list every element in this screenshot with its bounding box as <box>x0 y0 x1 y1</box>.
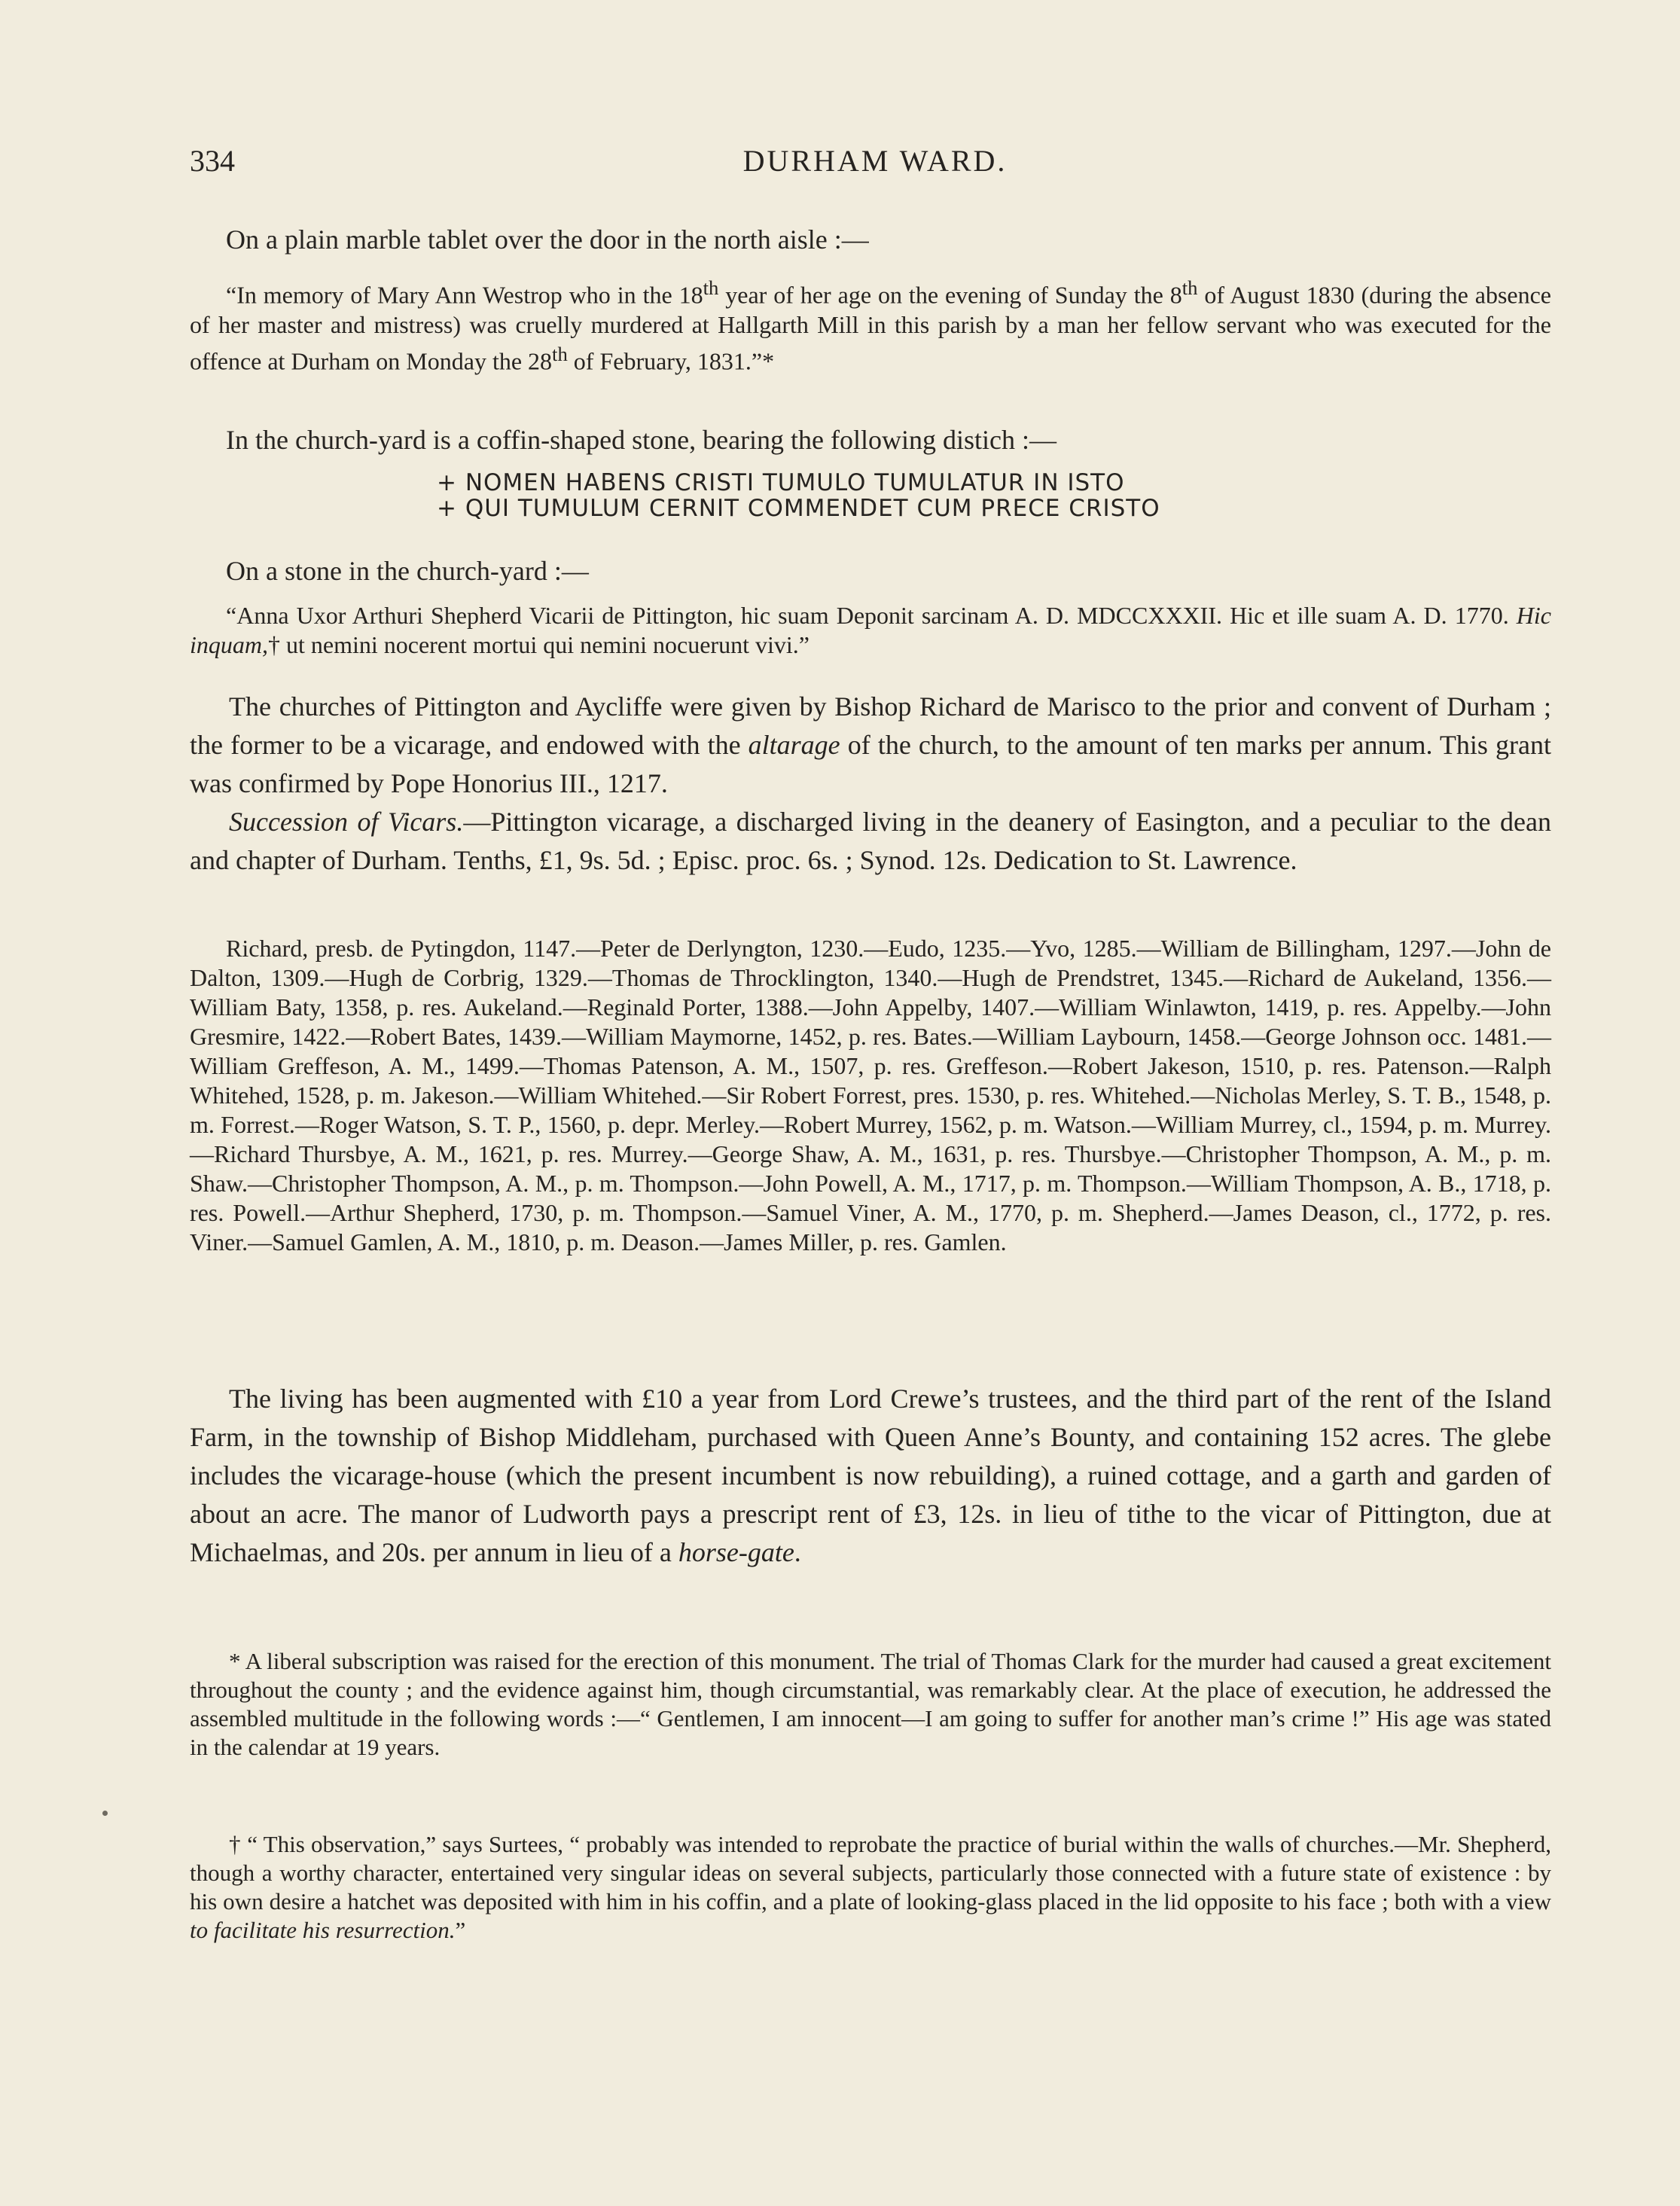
distich-line-2: + QUI TUMULUM CERNIT COMMENDET CUM PRECE CRISTO <box>437 495 1160 522</box>
succession-paragraph: Succession of Vicars.—Pittington vicarage, a discharged living in the deanery of Easington, and a peculiar to the dean and chapter of Durham. Tenths, £1, 9s. 5d. ; Episc. proc. 6s. ; Synod. 12s. Dedication to St. Lawrence. <box>190 807 1552 875</box>
stone-intro: On a stone in the church-yard :— <box>226 556 589 586</box>
page-number: 334 <box>190 144 235 178</box>
vicars-list: Richard, presb. de Pytingdon, 1147.—Peter de Derlyngton, 1230.—Eudo, 1235.—Yvo, 1285.—William de Billingham, 1297.—John de Dalton, 1309.—Hugh de Corbrig, 1329.—Thomas de Throcklington, 1340.—Hugh de Prendstret, 1345.—Richard de Aukeland, 1356.—William Baty, 1358, p. res. Aukeland.—Reginald Porter, 1388.—John Appelby, 1407.—William Winlawton, 1419, p. res. Appelby.—John Gresmire, 1422.—Robert Bates, 1439.—William Maymorne, 1452, p. res. Bates.—William Laybourn, 1458.—George Johnson occ. 1481.—William Greffeson, A. M., 1499.—Thomas Patenson, A. M., 1507, p. res. Greffeson.—Robert Jakeson, 1510, p. res. Patenson.—Ralph Whitehed, 1528, p. m. Jakeson.—William Whitehed.—Sir Robert Forrest, pres. 1530, p. res. Whitehed.—Nicholas Merley, S. T. B., 1548, p. m. Forrest.—Roger Watson, S. T. P., 1560, p. depr. Merley.—Robert Murrey, 1562, p. m. Watson.—William Murrey, cl., 1594, p. m. Murrey.—Richard Thursbye, A. M., 1621, p. res. Murrey.—George Shaw, A. M., 1631, p. res. Thursbye.—Christopher Thompson, A. M., p. m. Shaw.—Christopher Thompson, A. M., p. m. Thompson.—John Powell, A. M., 1717, p. m. Thompson.—William Thompson, A. B., 1718, p. res. Powell.—Arthur Shepherd, 1730, p. m. Thompson.—Samuel Viner, A. M., 1770, p. m. Shepherd.—James Deason, cl., 1772, p. res. Viner.—Samuel Gamlen, A. M., 1810, p. m. Deason.—James Miller, p. res. Gamlen. <box>190 935 1551 1256</box>
tablet-intro: On a plain marble tablet over the door in the north aisle :— <box>226 224 869 255</box>
running-title: DURHAM WARD. <box>742 144 1008 178</box>
stone-inscription: “Anna Uxor Arthuri Shepherd Vicarii de Pittington, hic suam Deponit sarcinam A. D. MDCCXXXII. Hic et ille suam A. D. 1770. Hic inquam,† ut nemini nocerent mortui qui nemini nocuerunt vivi.” <box>190 602 1551 658</box>
churches-paragraph: The churches of Pittington and Aycliffe were given by Bishop Richard de Marisco to the prior and convent of Durham ; the former to be a vicarage, and endowed with the altarage of the church, to the amount of ten marks per annum. This grant was confirmed by Pope Honorius III., 1217. <box>190 691 1551 798</box>
coffin-stone-intro: In the church-yard is a coffin-shaped stone, bearing the following distich :— <box>226 425 1057 455</box>
footnote-star: * A liberal subscription was raised for the erection of this monument. The trial of Thomas Clark for the murder had caused a great excitement throughout the county ; and the evidence against him, though circumstantial, was remarkably clear. At the place of execution, he addressed the assembled multitude in the following words :—“ Gentlemen, I am innocent—I am going to suffer for another man’s crime !” His age was stated in the calendar at 19 years. <box>190 1648 1551 1760</box>
footnote-dagger: † “ This observation,” says Surtees, “ probably was intended to reprobate the practice of burial within the walls of churches.—Mr. Shepherd, though a worthy character, entertained very singular ideas on several subjects, particularly those connected with a future state of existence : by his own desire a hatchet was deposited with him in his coffin, and a plate of looking-glass placed in the lid opposite to his face ; both with a view to facilitate his resurrection.” <box>190 1831 1551 1943</box>
distich-line-1: + NOMEN HABENS CRISTI TUMULO TUMULATUR IN ISTO <box>437 469 1125 496</box>
ink-speck <box>102 1811 108 1816</box>
running-header <box>190 143 1560 188</box>
living-paragraph: The living has been augmented with £10 a year from Lord Crewe’s trustees, and the third part of the rent of the Island Farm, in the township of Bishop Middleham, purchased with Queen Anne’s Bounty, and containing 152 acres. The glebe includes the vicarage-house (which the present incumbent is now rebuilding), a ruined cottage, and a garth and garden of about an acre. The manor of Ludworth pays a prescript rent of £3, 12s. in lieu of tithe to the vicar of Pittington, due at Michaelmas, and 20s. per annum in lieu of a horse-gate. <box>190 1384 1551 1567</box>
tablet-inscription: “In memory of Mary Ann Westrop who in the 18th year of her age on the evening of Sunday the 8th of August 1830 (during the absence of her master and mistress) was cruelly murdered at Hallgarth Mill in this parish by a man her fellow servant who was executed for the offence at Durham on Monday the 28th of February, 1831.”* <box>190 276 1552 375</box>
